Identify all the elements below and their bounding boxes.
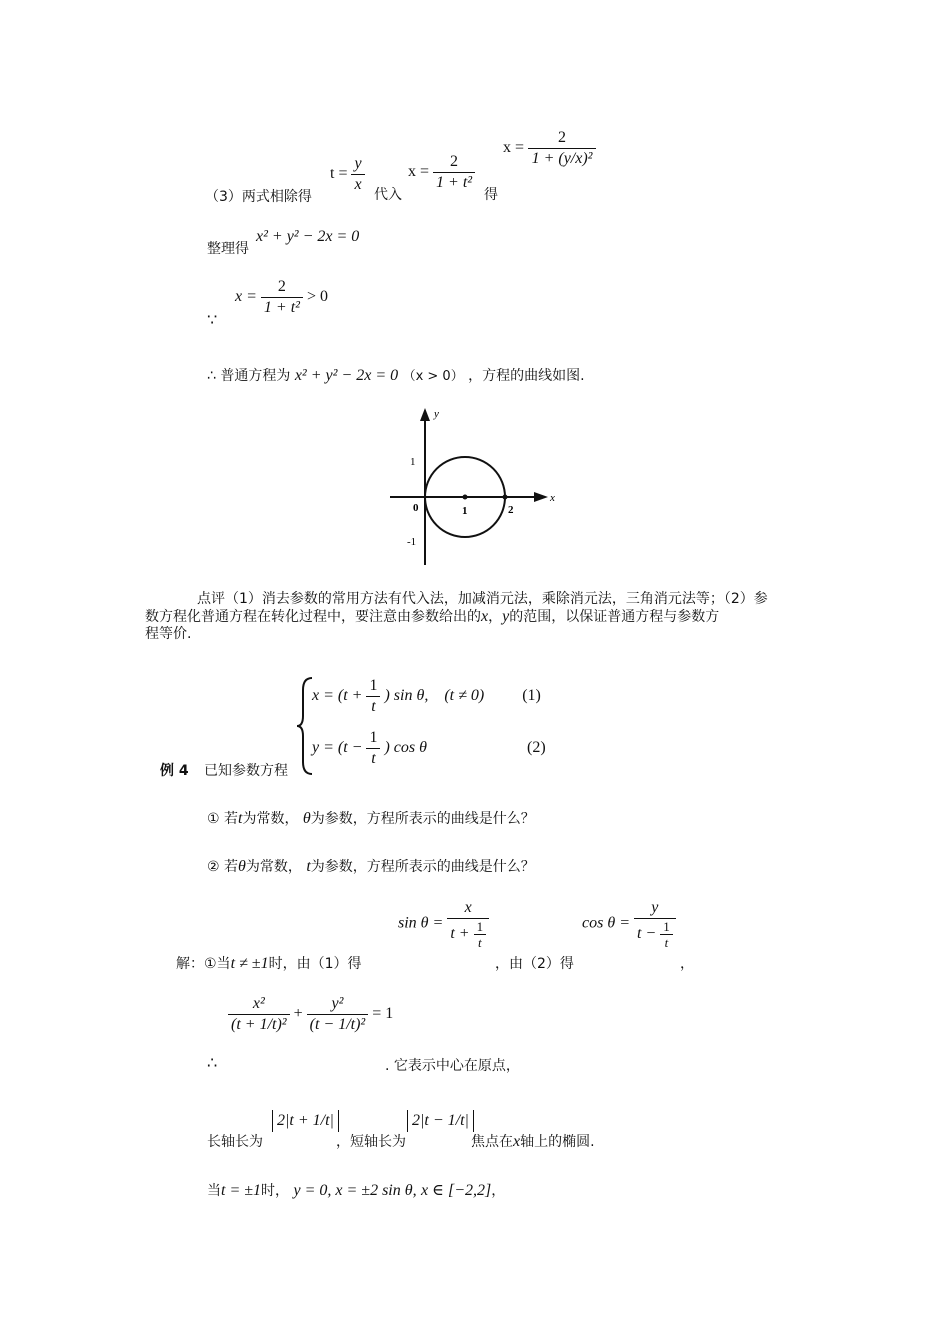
comment-paragraph — [145, 591, 817, 643]
t-eq: t = — [330, 165, 348, 183]
y-axis-arrow — [420, 408, 430, 421]
ellipse-symbol: ∴ — [207, 1053, 218, 1072]
x-eq: x = — [408, 163, 430, 181]
question-1 — [207, 808, 535, 828]
frac-num: 1 — [366, 728, 380, 749]
frac-den: x — [354, 176, 362, 193]
equation-1 — [312, 676, 541, 717]
t-eq-y-over-x — [330, 154, 365, 195]
ellipse-desc: . 它表示中心在原点， — [385, 1058, 520, 1074]
eq2-right: ) cos θ — [384, 739, 427, 757]
frac-den: t — [371, 750, 376, 767]
get-label: 得 — [484, 187, 498, 203]
x-axis-arrow — [534, 492, 548, 502]
frac-num: y — [634, 898, 676, 919]
y-axis-label: y — [434, 408, 439, 420]
example4-text: 已知参数方程 — [204, 763, 288, 779]
tick-1-label: 1 — [410, 456, 416, 468]
frac-num: x² — [228, 994, 290, 1015]
eq2-num: (2) — [526, 739, 546, 757]
comment-x: x — [481, 608, 489, 625]
equation-2 — [312, 728, 546, 769]
frac-den: t — [664, 935, 669, 950]
comment-line2-a: 数方程化普通方程在转化过程中，要注意由参数给出的 — [145, 609, 481, 625]
cos-eq: cos θ = — [582, 914, 630, 932]
eq1-num: (1) — [522, 687, 541, 705]
case2-line — [207, 1180, 505, 1200]
simplify-label: 整理得 — [207, 241, 249, 257]
eq1-cond: (t ≠ 0) — [444, 687, 485, 705]
therefore-label: 普通方程为 — [220, 368, 291, 384]
eq2-left: y = (t − — [312, 739, 363, 757]
tick-neg1-label: -1 — [407, 536, 417, 548]
frac-num: y — [351, 154, 364, 175]
q1-var2: θ — [302, 810, 311, 827]
frac-num: x — [447, 898, 489, 919]
cos-theta-eq — [582, 898, 676, 950]
frac-den — [447, 919, 489, 950]
ellipse-eq1: = 1 — [372, 1005, 394, 1023]
comment-line3: 程等价. — [145, 626, 192, 642]
simplify-equation: x² + y² − 2x = 0 — [256, 228, 360, 245]
therefore-line — [207, 365, 585, 385]
case2-time: 时， — [261, 1183, 290, 1199]
den-t-plus: t + — [450, 925, 470, 943]
frac-den: 1 + t² — [436, 174, 473, 191]
x-eq-2-over-y-x — [503, 128, 596, 169]
solution-cond: t ≠ ±1 — [230, 955, 269, 972]
therefore-suffix: ，方程的曲线如图. — [468, 368, 585, 384]
because-x-eq: x = — [235, 288, 257, 306]
frac-den: (t + 1/t)² — [231, 1016, 287, 1033]
focus-text — [471, 1131, 595, 1151]
frac-den: 1 + (y/x)² — [531, 150, 593, 167]
q1-b: 为常数， — [242, 811, 299, 827]
case2-cond: t = ±1 — [221, 1182, 262, 1199]
long-axis-label: 长轴长为 — [207, 1134, 263, 1150]
substitute-label: 代入 — [374, 187, 402, 203]
focus-x: x — [513, 1133, 521, 1150]
solution-comma: ， — [680, 956, 694, 972]
frac-num: y² — [307, 994, 369, 1015]
because-expr — [235, 277, 328, 318]
frac-den: t — [371, 698, 376, 715]
because-symbol: ∵ — [207, 310, 218, 329]
short-axis-value: 2|t − 1/t| — [407, 1110, 474, 1132]
q1-var: t — [238, 810, 243, 827]
comment-line2 — [145, 608, 817, 626]
circle-graph — [390, 405, 560, 570]
q2-b: 为常数， — [245, 859, 302, 875]
sin-theta-eq — [398, 898, 489, 950]
origin-label: 0 — [413, 502, 419, 514]
q2-var2: t — [306, 858, 311, 875]
solution-when: 时，由（1）得 — [268, 956, 362, 972]
case2-end: ， — [491, 1183, 506, 1199]
therefore-symbol: ∴ — [207, 368, 216, 384]
q2-mark: ② — [207, 859, 220, 875]
center-point — [463, 495, 468, 500]
question-2 — [207, 856, 535, 876]
case2-when: 当 — [207, 1183, 221, 1199]
q2-var: θ — [238, 858, 246, 875]
frac-num: 2 — [528, 128, 596, 149]
eq1-right: ) sin θ, — [384, 687, 429, 705]
solution-label: 解：①当 — [176, 956, 231, 972]
frac-den: (t − 1/t)² — [309, 1016, 366, 1033]
therefore-equation: x² + y² − 2x = 0 — [294, 367, 399, 384]
step3-label: （3）两式相除得 — [205, 189, 312, 205]
solution-line — [176, 953, 362, 973]
x-eq-2-over — [408, 152, 475, 193]
x-eq2: x = — [503, 139, 525, 157]
q2-c: 为参数，方程所表示的曲线是什么？ — [310, 859, 535, 875]
frac-num: 1 — [366, 676, 380, 697]
long-axis-value: 2|t + 1/t| — [272, 1110, 339, 1132]
frac-num: 1 — [474, 919, 487, 935]
because-gt: > 0 — [306, 288, 328, 306]
frac-num: 1 — [660, 919, 673, 935]
frac-den — [634, 919, 676, 950]
eq1-left: x = (t + — [312, 687, 363, 705]
frac-den: t — [478, 935, 482, 950]
ellipse-plus: + — [293, 1005, 303, 1023]
from2-label: ，由（2）得 — [495, 956, 574, 972]
comment-sep: ， — [488, 609, 503, 625]
q1-c: 为参数，方程所表示的曲线是什么？ — [310, 811, 535, 827]
q1-mark: ① — [207, 811, 220, 827]
point-two — [503, 495, 508, 500]
example4-label: 例 4 — [160, 763, 189, 779]
case2-range: x ∈ [−2,2] — [421, 1182, 492, 1199]
den-t-minus: t − — [636, 925, 657, 943]
q1-a: 若 — [224, 811, 239, 827]
sin-eq: sin θ = — [398, 914, 444, 932]
comment-line1: 点评（1）消去参数的常用方法有代入法，加减消元法，乘除消元法，三角消元法等；（2）参 — [197, 591, 768, 607]
frac-den: 1 + t² — [263, 299, 300, 316]
frac-num: 2 — [261, 277, 303, 298]
comment-line2-b: 的范围，以保证普通方程与参数方 — [509, 609, 720, 625]
ellipse-equation — [228, 994, 393, 1035]
comment-y: y — [502, 608, 510, 625]
q2-a: 若 — [224, 859, 239, 875]
case2-expr: y = 0, x = ±2 sin θ, — [293, 1182, 417, 1199]
x-axis-label: x — [550, 492, 555, 504]
frac-num: 2 — [433, 152, 475, 173]
short-axis-label: ，短轴长为 — [336, 1134, 406, 1150]
two-label: 2 — [508, 504, 514, 516]
focus-a: 焦点在 — [471, 1134, 513, 1150]
center-label: 1 — [462, 505, 468, 517]
therefore-condition: （x > 0） — [402, 369, 464, 384]
focus-b: 轴上的椭圆. — [520, 1134, 595, 1150]
